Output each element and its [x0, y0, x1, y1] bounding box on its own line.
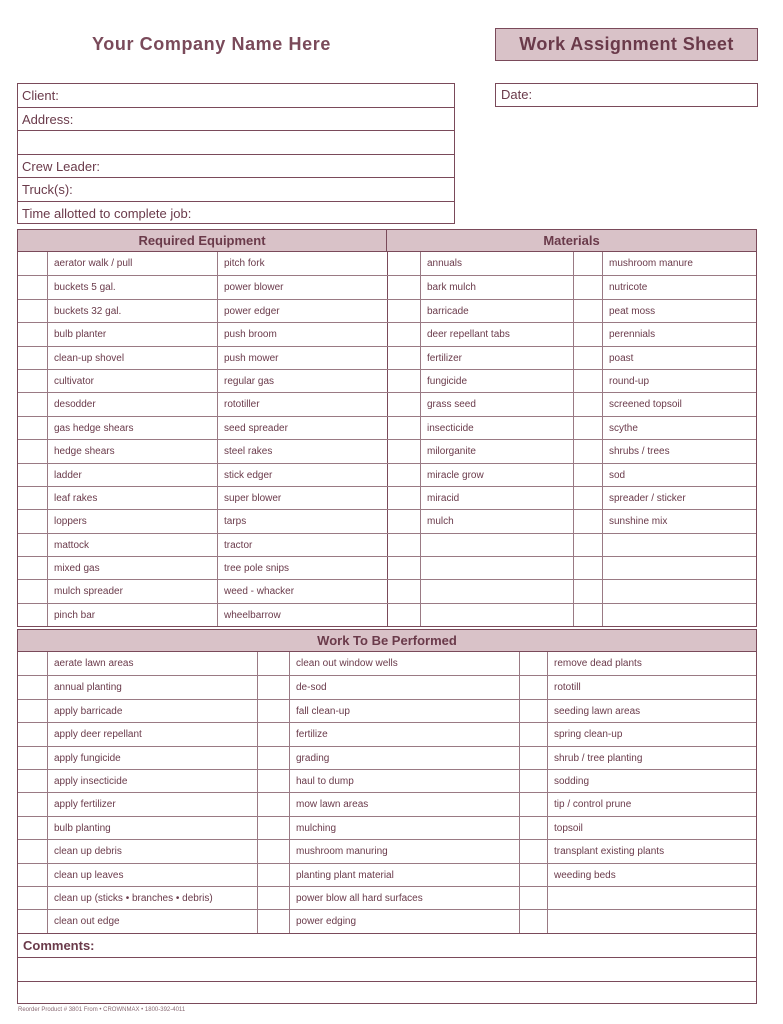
work-checkbox[interactable]: [520, 793, 548, 815]
material-checkbox[interactable]: [388, 252, 421, 275]
material-checkbox[interactable]: [388, 534, 421, 556]
material-checkbox[interactable]: [388, 417, 421, 439]
equipment-item: mixed gas: [48, 557, 218, 579]
date-field[interactable]: Date:: [495, 83, 758, 107]
material-checkbox[interactable]: [574, 252, 603, 275]
equipment-item: tree pole snips: [218, 557, 388, 579]
material-item: deer repellant tabs: [421, 323, 574, 345]
work-checkbox[interactable]: [520, 817, 548, 839]
crew-leader-field[interactable]: Crew Leader:: [18, 155, 454, 179]
material-checkbox[interactable]: [388, 300, 421, 322]
equipment-item: rototiller: [218, 393, 388, 415]
equipment-item: aerator walk / pull: [48, 252, 218, 275]
material-checkbox[interactable]: [388, 464, 421, 486]
work-item: clean out window wells: [290, 652, 520, 675]
work-item: weeding beds: [554, 869, 616, 881]
work-checkbox[interactable]: [258, 676, 290, 698]
equipment-item: mulch spreader: [48, 580, 218, 602]
material-item: round-up: [609, 375, 650, 387]
material-item: mulch: [421, 510, 574, 532]
work-checkbox[interactable]: [18, 747, 48, 769]
equipment-item: mattock: [48, 534, 218, 556]
work-checkbox[interactable]: [258, 910, 290, 932]
work-checkbox[interactable]: [258, 887, 290, 909]
work-checkbox[interactable]: [520, 864, 548, 886]
material-item: [421, 534, 574, 556]
work-checkbox[interactable]: [258, 817, 290, 839]
work-checkbox[interactable]: [18, 793, 48, 815]
table-row: [18, 839, 756, 862]
work-item: aerate lawn areas: [48, 652, 258, 675]
work-checkbox[interactable]: [18, 864, 48, 886]
material-item: sunshine mix: [609, 516, 668, 528]
comments-line: [18, 981, 756, 982]
work-item: clean up debris: [48, 840, 258, 862]
material-item: insecticide: [421, 417, 574, 439]
material-item: milorganite: [421, 440, 574, 462]
table-row: [18, 416, 756, 439]
work-item: planting plant material: [290, 864, 520, 886]
material-item: mushroom manure: [609, 258, 693, 269]
work-checkbox[interactable]: [258, 864, 290, 886]
equipment-checkbox[interactable]: [18, 276, 48, 298]
work-item: shrub / tree planting: [554, 752, 643, 764]
work-item: tip / control prune: [554, 799, 632, 811]
equipment-item: loppers: [48, 510, 218, 532]
work-checkbox[interactable]: [520, 910, 548, 932]
material-checkbox[interactable]: [574, 487, 603, 509]
material-item: [603, 580, 756, 602]
material-checkbox[interactable]: [574, 276, 603, 298]
work-item: topsoil: [554, 822, 583, 834]
equipment-item: gas hedge shears: [48, 417, 218, 439]
work-item: power edging: [290, 910, 520, 932]
equipment-item: tarps: [218, 510, 388, 532]
work-item: annual planting: [48, 676, 258, 698]
table-row: [18, 699, 756, 722]
equipment-item: desodder: [48, 393, 218, 415]
equipment-item: power edger: [218, 300, 388, 322]
work-item: clean out edge: [48, 910, 258, 932]
equipment-checkbox[interactable]: [18, 580, 48, 602]
material-item: bark mulch: [421, 276, 574, 298]
work-item: remove dead plants: [554, 658, 642, 669]
material-checkbox[interactable]: [388, 370, 421, 392]
work-item: apply fungicide: [48, 747, 258, 769]
table-row: [18, 792, 756, 815]
material-item: sod: [609, 469, 626, 481]
comments-box[interactable]: [17, 933, 757, 1004]
equipment-item: ladder: [48, 464, 218, 486]
material-item: screened topsoil: [609, 399, 682, 411]
equipment-checkbox[interactable]: [18, 604, 48, 626]
work-checkbox[interactable]: [18, 817, 48, 839]
address-line-2-field[interactable]: [18, 131, 454, 155]
work-checkbox[interactable]: [520, 840, 548, 862]
equipment-item: cultivator: [48, 370, 218, 392]
equipment-checkbox[interactable]: [18, 534, 48, 556]
material-item: [421, 557, 574, 579]
equipment-checkbox[interactable]: [18, 417, 48, 439]
work-item: mushroom manuring: [290, 840, 520, 862]
table-row: [18, 769, 756, 792]
table-row: [18, 556, 756, 579]
work-checkbox[interactable]: [258, 770, 290, 792]
equipment-checkbox[interactable]: [18, 464, 48, 486]
reorder-footer: Reorder Product # 3801 From • CROWNMAX • 1800-392-4011: [18, 1007, 186, 1013]
equipment-item: buckets 5 gal.: [48, 276, 218, 298]
material-checkbox[interactable]: [388, 510, 421, 532]
time-allotted-field[interactable]: Time allotted to complete job:: [22, 205, 192, 221]
trucks-field[interactable]: Truck(s):: [18, 178, 454, 202]
material-checkbox[interactable]: [574, 347, 603, 369]
equipment-checkbox[interactable]: [18, 252, 48, 275]
work-checkbox[interactable]: [18, 910, 48, 932]
work-checkbox[interactable]: [520, 652, 548, 675]
work-item: rototill: [554, 682, 581, 694]
material-item: spreader / sticker: [609, 492, 686, 504]
material-checkbox[interactable]: [574, 534, 603, 556]
equipment-checkbox[interactable]: [18, 370, 48, 392]
work-checkbox[interactable]: [520, 770, 548, 792]
material-item: annuals: [421, 252, 574, 275]
table-row: [18, 299, 756, 322]
work-checkbox[interactable]: [520, 887, 548, 909]
material-item: poast: [609, 352, 634, 364]
table-row: [18, 886, 756, 909]
equipment-item: push broom: [218, 323, 388, 345]
material-item: miracle grow: [421, 464, 574, 486]
equipment-item: weed - whacker: [218, 580, 388, 602]
work-checkbox[interactable]: [258, 747, 290, 769]
equipment-item: push mower: [218, 347, 388, 369]
table-row: [18, 909, 756, 932]
material-item: [421, 580, 574, 602]
material-item: shrubs / trees: [609, 446, 670, 458]
material-checkbox[interactable]: [388, 440, 421, 462]
work-item: grading: [290, 747, 520, 769]
material-checkbox[interactable]: [574, 510, 603, 532]
material-item: [603, 534, 756, 556]
work-item: mow lawn areas: [290, 793, 520, 815]
company-name: Your Company Name Here: [92, 34, 331, 54]
material-checkbox[interactable]: [574, 370, 603, 392]
work-item: bulb planting: [48, 817, 258, 839]
material-checkbox[interactable]: [574, 580, 603, 602]
material-item: perennials: [609, 329, 656, 341]
equipment-item: wheelbarrow: [218, 604, 388, 626]
work-item: mulching: [290, 817, 520, 839]
equipment-checkbox[interactable]: [18, 300, 48, 322]
equipment-checkbox[interactable]: [18, 440, 48, 462]
equipment-item: stick edger: [218, 464, 388, 486]
table-row: [18, 863, 756, 886]
material-checkbox[interactable]: [388, 580, 421, 602]
work-checkbox[interactable]: [520, 723, 548, 745]
work-grid: [17, 652, 757, 934]
equipment-item: tractor: [218, 534, 388, 556]
material-checkbox[interactable]: [388, 487, 421, 509]
work-checkbox[interactable]: [258, 793, 290, 815]
work-checkbox[interactable]: [258, 723, 290, 745]
work-checkbox[interactable]: [18, 840, 48, 862]
work-item: clean up leaves: [48, 864, 258, 886]
table-row: [18, 579, 756, 602]
material-item: nutricote: [609, 282, 648, 294]
table-row: [18, 652, 756, 675]
material-checkbox[interactable]: [574, 417, 603, 439]
table-row: [18, 816, 756, 839]
work-item: fall clean-up: [290, 700, 520, 722]
equipment-item: clean-up shovel: [48, 347, 218, 369]
equipment-item: pinch bar: [48, 604, 218, 626]
sheet-title: Work Assignment Sheet: [495, 28, 758, 61]
table-row: [18, 533, 756, 556]
table-row: [18, 486, 756, 509]
equipment-checkbox[interactable]: [18, 510, 48, 532]
work-item: transplant existing plants: [554, 846, 665, 858]
table-row: [18, 369, 756, 392]
equipment-checkbox[interactable]: [18, 487, 48, 509]
table-row: [18, 392, 756, 415]
work-checkbox[interactable]: [18, 723, 48, 745]
work-checkbox[interactable]: [258, 652, 290, 675]
material-item: barricade: [421, 300, 574, 322]
material-checkbox[interactable]: [574, 464, 603, 486]
work-item: power blow all hard surfaces: [290, 887, 520, 909]
material-checkbox[interactable]: [574, 604, 603, 626]
equipment-checkbox[interactable]: [18, 393, 48, 415]
table-row: [18, 603, 756, 626]
work-item: fertilize: [290, 723, 520, 745]
work-item: de-sod: [290, 676, 520, 698]
equipment-materials-grid: [17, 252, 757, 627]
work-checkbox[interactable]: [18, 700, 48, 722]
comments-line: [18, 957, 756, 958]
material-item: fungicide: [421, 370, 574, 392]
material-item: grass seed: [421, 393, 574, 415]
table-row: [18, 675, 756, 698]
work-checkbox[interactable]: [520, 700, 548, 722]
material-checkbox[interactable]: [574, 323, 603, 345]
table-row: [18, 509, 756, 532]
equipment-checkbox[interactable]: [18, 557, 48, 579]
equipment-item: hedge shears: [48, 440, 218, 462]
work-item: apply deer repellant: [48, 723, 258, 745]
materials-heading: Materials: [387, 229, 757, 252]
table-row: [18, 346, 756, 369]
address-field[interactable]: Address:: [18, 108, 454, 132]
material-checkbox[interactable]: [388, 557, 421, 579]
work-item: clean up (sticks • branches • debris): [48, 887, 258, 909]
material-checkbox[interactable]: [574, 557, 603, 579]
work-item: spring clean-up: [554, 729, 623, 741]
equipment-item: bulb planter: [48, 323, 218, 345]
work-item: [548, 910, 756, 932]
table-row: [18, 746, 756, 769]
required-equipment-heading: Required Equipment: [17, 229, 387, 252]
table-row: [18, 463, 756, 486]
equipment-item: buckets 32 gal.: [48, 300, 218, 322]
work-item: seeding lawn areas: [554, 705, 641, 717]
work-item: apply fertilizer: [48, 793, 258, 815]
equipment-item: pitch fork: [218, 252, 388, 275]
table-row: [18, 252, 756, 275]
equipment-item: seed spreader: [218, 417, 388, 439]
table-row: [18, 722, 756, 745]
work-item: sodding: [554, 775, 590, 787]
material-checkbox[interactable]: [574, 440, 603, 462]
equipment-checkbox[interactable]: [18, 347, 48, 369]
material-item: peat moss: [609, 305, 656, 317]
material-checkbox[interactable]: [388, 393, 421, 415]
work-checkbox[interactable]: [258, 700, 290, 722]
material-item: [603, 604, 756, 626]
client-info-box: [17, 83, 455, 224]
equipment-item: steel rakes: [218, 440, 388, 462]
material-item: fertilizer: [421, 347, 574, 369]
work-item: [548, 887, 756, 909]
table-row: [18, 322, 756, 345]
material-checkbox[interactable]: [388, 276, 421, 298]
equipment-item: leaf rakes: [48, 487, 218, 509]
work-checkbox[interactable]: [18, 887, 48, 909]
work-item: haul to dump: [290, 770, 520, 792]
material-item: scythe: [609, 422, 638, 434]
material-checkbox[interactable]: [574, 300, 603, 322]
work-heading: Work To Be Performed: [17, 629, 757, 652]
material-checkbox[interactable]: [388, 323, 421, 345]
material-checkbox[interactable]: [388, 604, 421, 626]
work-checkbox[interactable]: [520, 676, 548, 698]
work-item: apply insecticide: [48, 770, 258, 792]
work-checkbox[interactable]: [520, 747, 548, 769]
table-row: [18, 275, 756, 298]
material-item: miracid: [421, 487, 574, 509]
material-item: [603, 557, 756, 579]
client-field[interactable]: Client:: [18, 84, 454, 108]
material-checkbox[interactable]: [388, 347, 421, 369]
work-checkbox[interactable]: [18, 652, 48, 675]
material-item: [421, 604, 574, 626]
comments-label: Comments:: [23, 938, 95, 953]
material-checkbox[interactable]: [574, 393, 603, 415]
work-checkbox[interactable]: [258, 840, 290, 862]
equipment-item: super blower: [218, 487, 388, 509]
work-item: apply barricade: [48, 700, 258, 722]
work-checkbox[interactable]: [18, 770, 48, 792]
equipment-checkbox[interactable]: [18, 323, 48, 345]
equipment-item: power blower: [218, 276, 388, 298]
equipment-item: regular gas: [218, 370, 388, 392]
table-row: [18, 439, 756, 462]
work-checkbox[interactable]: [18, 676, 48, 698]
